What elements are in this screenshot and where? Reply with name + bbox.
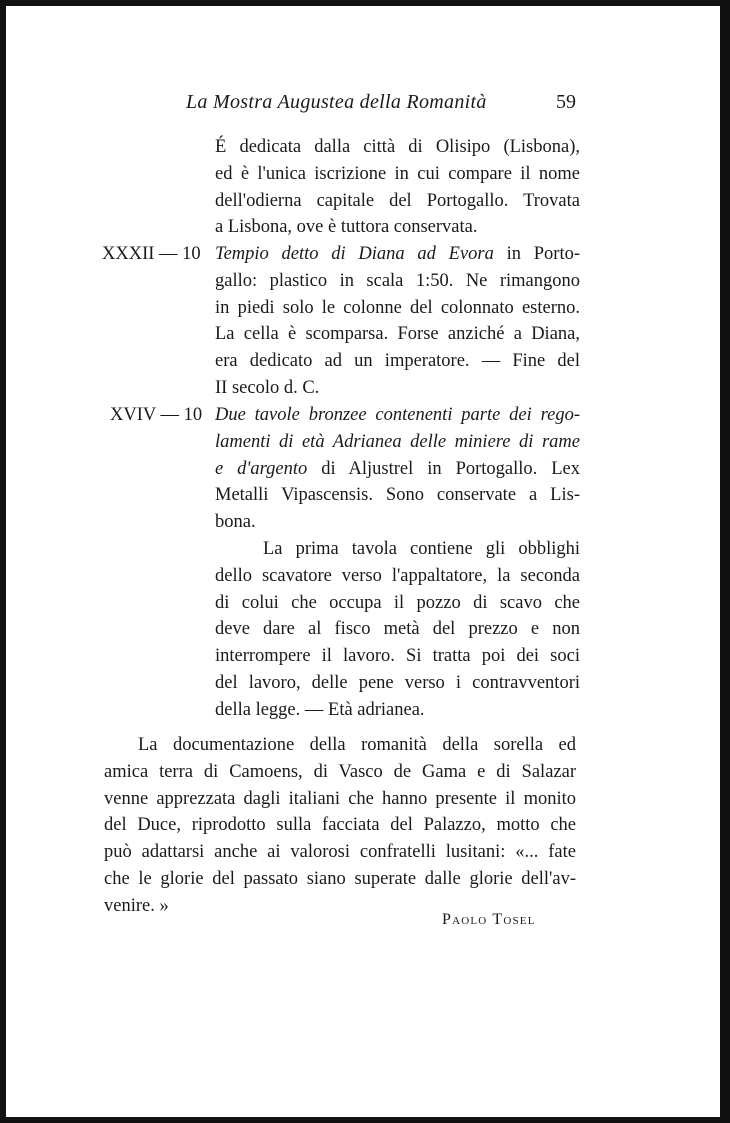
running-title: La Mostra Augustea della Romanità [186, 91, 487, 113]
author-signature: Paolo Tosel [442, 911, 536, 928]
text-line: La documentazione della romanità della sorella ed [138, 735, 576, 755]
intro-block [215, 134, 580, 241]
catalog-entry [215, 402, 580, 536]
text-line: bona. [215, 512, 256, 533]
catalog-entry [215, 241, 580, 402]
text-line: Metalli Vipascensis. Sono conservate a Lis- [215, 485, 580, 506]
text-line: Tempio detto di Diana ad Evora in Porto- [215, 244, 581, 264]
text-line: dell'odierna capitale del Portogallo. Trovata [215, 190, 580, 211]
text-line: dello scavatore verso l'appaltatore, la seconda [215, 565, 580, 586]
text-line: interrompere il lavoro. Si tratta poi dei soci [215, 646, 580, 667]
entry-title: Tempio detto di Diana ad Evora [215, 244, 494, 264]
text-line: del lavoro, delle pene verso i contravventori [215, 672, 580, 693]
text-line: lamenti di età Adrianea delle miniere di rame [215, 431, 580, 452]
text-line: che le glorie del passato siano superate dalle glorie dell'av- [104, 868, 576, 889]
text-line: ed è l'unica iscrizione in cui compare il nome [215, 163, 580, 184]
text-line: del Duce, riprodotto sulla facciata del Palazzo, motto che [104, 815, 576, 836]
page-number: 59 [556, 91, 576, 113]
text-line: della legge. — Età adrianea. [215, 699, 425, 720]
text-line: e d'argento di Aljustrel in Portogallo. Lex [215, 458, 580, 479]
text-line: II secolo d. C. [215, 377, 320, 398]
text-line: Due tavole bronzee contenenti parte dei rego- [215, 405, 580, 425]
closing-paragraph [104, 732, 576, 920]
text-line: di colui che occupa il pozzo di scavo che [215, 592, 580, 613]
text-line: deve dare al fisco metà del prezzo e non [215, 619, 580, 640]
entry-label: XXXII — 10 [102, 244, 201, 264]
text-line: gallo: plastico in scala 1:50. Ne rimangono [215, 270, 580, 291]
text-line: in piedi solo le colonne del colonnato esterno. [215, 297, 580, 318]
text-line: venne apprezzata dagli italiani che hanno presente il monito [104, 788, 576, 809]
text-line: amica terra di Camoens, di Vasco de Gama e di Salazar [104, 761, 576, 782]
text-line: É dedicata dalla città di Olisipo (Lisbona), [215, 137, 580, 157]
entry-note [215, 536, 580, 724]
text-line: venire. » [104, 895, 169, 916]
text-line: era dedicato ad un imperatore. — Fine del [215, 351, 580, 372]
entry-label: XVIV — 10 [110, 405, 203, 425]
text-line: può adattarsi anche ai valorosi confratelli lusitani: «... fate [104, 842, 576, 863]
text-line: La cella è scomparsa. Forse anziché a Diana, [215, 324, 580, 345]
text-line: La prima tavola contiene gli obblighi [263, 539, 580, 559]
text-line: a Lisbona, ove è tuttora conservata. [215, 217, 478, 238]
